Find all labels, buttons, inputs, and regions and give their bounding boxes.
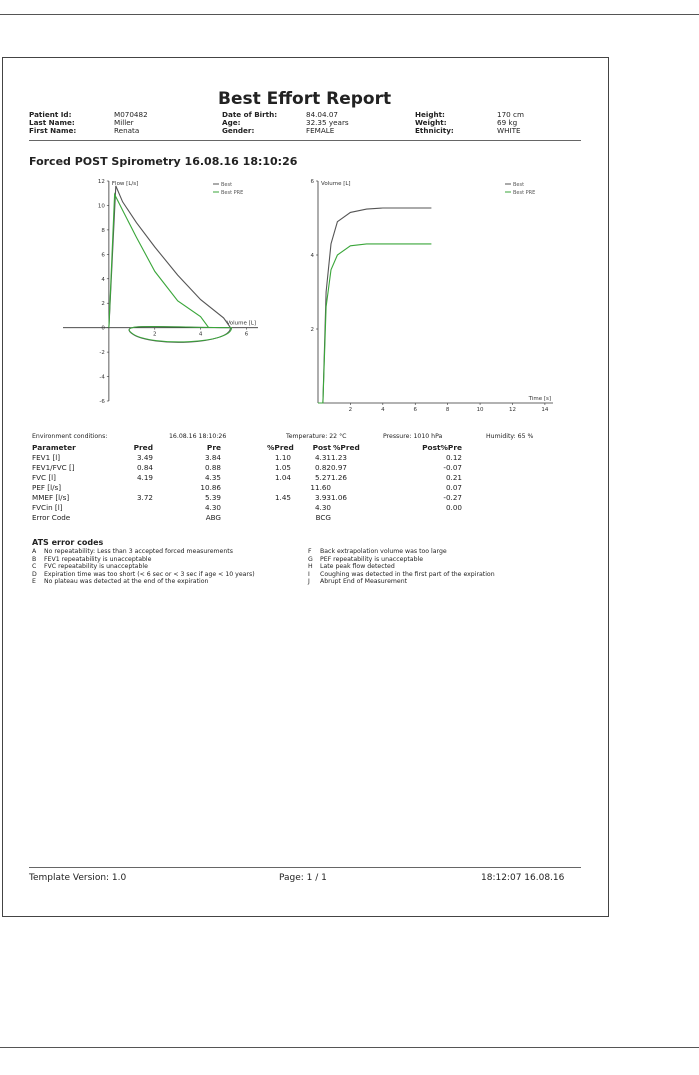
y-tick-label: 2: [310, 327, 314, 333]
table-cell: 1.10: [274, 453, 291, 462]
y-tick-label: 10: [97, 203, 105, 210]
table-cell: 0.82: [314, 463, 331, 472]
age-label: Age:: [222, 118, 241, 127]
last-name-value: Miller: [114, 118, 134, 127]
ats-description: Abrupt End of Measurement: [320, 578, 408, 586]
ats-code: D: [32, 570, 37, 578]
y-tick-label: 6: [310, 179, 314, 185]
ats-description: Coughing was detected in the first part of the expiration: [320, 570, 495, 578]
y-axis-label: Volume [L]: [321, 181, 351, 187]
footer-divider: [29, 867, 581, 868]
x-tick-label: 10: [476, 407, 484, 411]
table-cell: FVCin [l]: [32, 503, 63, 512]
ats-code: J: [308, 578, 310, 586]
env-temperature: Temperature: 22 °C: [286, 433, 347, 440]
series-line-0: [109, 186, 231, 328]
weight-value: 69 kg: [497, 118, 518, 127]
ats-description: FEV1 repeatability is unacceptable: [44, 555, 152, 563]
ethnicity-value: WHITE: [497, 126, 521, 135]
y-tick-label: 0: [101, 325, 105, 332]
ats-title: ATS error codes: [32, 538, 104, 547]
legend-item: Best: [221, 182, 233, 188]
table-cell: 0.07: [445, 483, 462, 492]
table-cell: ABG: [205, 513, 221, 522]
patient-id-value: M070482: [114, 110, 148, 119]
series-line-1: [109, 194, 209, 327]
y-tick-label: -4: [99, 374, 105, 381]
table-cell: MMEF [l/s]: [32, 493, 70, 502]
table-cell: 4.31: [314, 453, 331, 462]
last-name-label: Last Name:: [29, 118, 75, 127]
table-cell: BCG: [315, 513, 331, 522]
ats-description: FVC repeatability is unacceptable: [44, 563, 148, 571]
first-name-label: First Name:: [29, 126, 77, 135]
y-axis-label: Flow [L/s]: [111, 181, 139, 187]
y-tick-label: -2: [99, 350, 105, 357]
x-axis-label: Volume [L]: [226, 320, 256, 327]
x-tick-label: 8: [445, 407, 450, 411]
table-cell: 4.19: [136, 473, 153, 482]
table-cell: 1.26: [330, 473, 347, 482]
x-tick-label: 14: [541, 407, 549, 411]
table-cell: -0.07: [443, 463, 462, 472]
y-tick-label: 6: [101, 252, 105, 259]
ats-description: Late peak flow detected: [320, 563, 395, 571]
table-header-2: Pre: [206, 443, 221, 452]
env-label: Environment conditions:: [32, 433, 108, 440]
table-header-3: %Pred: [267, 443, 294, 452]
table-cell: 3.84: [204, 453, 221, 462]
table-cell: 1.23: [330, 453, 347, 462]
table-cell: 3.72: [136, 493, 153, 502]
ats-code: C: [32, 563, 37, 571]
table-cell: 0.00: [445, 503, 462, 512]
table-header-6: Post%Pre: [422, 443, 462, 452]
table-cell: FEV1/FVC []: [32, 463, 75, 472]
table-cell: 1.04: [274, 473, 291, 482]
ats-description: Expiration time was too short (< 6 sec or < 3 sec if age < 10 years): [44, 570, 255, 578]
table-cell: FEV1 [l]: [32, 453, 61, 462]
dob-value: 84.04.07: [306, 110, 339, 119]
series-line-0: [318, 208, 431, 403]
table-cell: 0.88: [204, 463, 221, 472]
report-page: [2, 57, 609, 917]
inspiratory-loop-0: [129, 326, 230, 342]
x-tick-label: 2: [153, 331, 157, 338]
ats-code: A: [32, 548, 37, 555]
y-tick-label: 4: [101, 276, 105, 283]
table-cell: -0.27: [443, 493, 462, 502]
env-datetime: 16.08.16 18:10:26: [169, 433, 227, 440]
inspiratory-loop-1: [129, 326, 231, 341]
ats-description: No plateau was detected at the end of the expiration: [44, 578, 209, 586]
x-axis-label: Time [s]: [528, 396, 551, 402]
dob-label: Date of Birth:: [222, 110, 278, 119]
table-cell: 3.93: [314, 493, 331, 502]
weight-label: Weight:: [415, 118, 447, 127]
section-title: Forced POST Spirometry 16.08.16 18:10:26: [29, 155, 298, 168]
y-tick-label: 4: [310, 253, 314, 259]
legend-item: Best PRE: [513, 190, 536, 196]
bottom-rule: [0, 1047, 699, 1048]
table-cell: 1.45: [274, 493, 291, 502]
x-tick-label: 12: [508, 407, 516, 411]
top-rule: [0, 14, 699, 15]
y-tick-label: 12: [97, 179, 105, 185]
ats-description: No repeatability: Less than 3 accepted forced measurements: [44, 548, 233, 555]
table-cell: 0.21: [445, 473, 462, 482]
env-pressure: Pressure: 1010 hPa: [383, 433, 443, 440]
volume-time-chart: [293, 176, 578, 411]
x-tick-label: 6: [413, 407, 417, 411]
ats-code: I: [308, 570, 310, 578]
env-humidity: Humidity: 65 %: [486, 433, 534, 440]
table-cell: FVC [l]: [32, 473, 56, 482]
ats-code: G: [308, 555, 313, 563]
y-tick-label: 8: [101, 227, 105, 234]
page-number: Page: 1 / 1: [279, 873, 327, 883]
ats-description: Back extrapolation volume was too large: [320, 548, 447, 555]
x-tick-label: 4: [381, 407, 385, 411]
y-tick-label: -6: [99, 399, 105, 405]
report-title: Best Effort Report: [218, 89, 392, 109]
ats-code: H: [308, 563, 313, 571]
table-cell: 5.27: [314, 473, 331, 482]
table-header-4: Post: [312, 443, 331, 452]
table-header-1: Pred: [133, 443, 153, 452]
x-tick-label: 6: [244, 331, 249, 338]
table-cell: 5.39: [204, 493, 221, 502]
header-divider: [29, 140, 581, 141]
table-cell: 1.06: [330, 493, 347, 502]
first-name-value: Renata: [114, 126, 140, 135]
ats-code: B: [32, 555, 37, 563]
patient-id-label: Patient Id:: [29, 110, 72, 119]
table-cell: 1.05: [274, 463, 291, 472]
table-cell: 4.35: [204, 473, 221, 482]
legend-item: Best PRE: [221, 190, 244, 196]
legend-item: Best: [513, 182, 525, 188]
table-header-5: %Pred: [333, 443, 360, 452]
table-cell: 3.49: [136, 453, 153, 462]
x-tick-label: 4: [198, 331, 203, 338]
y-tick-label: 2: [101, 301, 105, 308]
table-cell: 10.86: [200, 483, 221, 492]
flow-volume-chart: [53, 176, 323, 411]
ethnicity-label: Ethnicity:: [415, 126, 454, 135]
age-value: 32.35 years: [306, 118, 349, 127]
ats-code: E: [32, 578, 36, 586]
height-label: Height:: [415, 110, 445, 119]
gender-label: Gender:: [222, 126, 255, 135]
gender-value: FEMALE: [306, 126, 335, 135]
table-cell: 4.30: [314, 503, 331, 512]
table-cell: 0.84: [136, 463, 153, 472]
height-value: 170 cm: [497, 110, 524, 119]
x-tick-label: 2: [348, 407, 353, 411]
table-cell: 0.97: [330, 463, 347, 472]
ats-description: PEF repeatability is unacceptable: [320, 555, 424, 563]
table-cell: 4.30: [204, 503, 221, 512]
table-cell: PEF [l/s]: [32, 483, 62, 492]
template-version: Template Version: 1.0: [29, 873, 127, 883]
footer-timestamp: 18:12:07 16.08.16: [481, 873, 565, 883]
table-cell: Error Code: [32, 513, 71, 522]
table-cell: 0.12: [445, 453, 462, 462]
table-cell: 11.60: [310, 483, 331, 492]
ats-code: F: [308, 548, 312, 555]
table-header-0: Parameter: [32, 443, 76, 452]
series-line-1: [318, 244, 431, 403]
